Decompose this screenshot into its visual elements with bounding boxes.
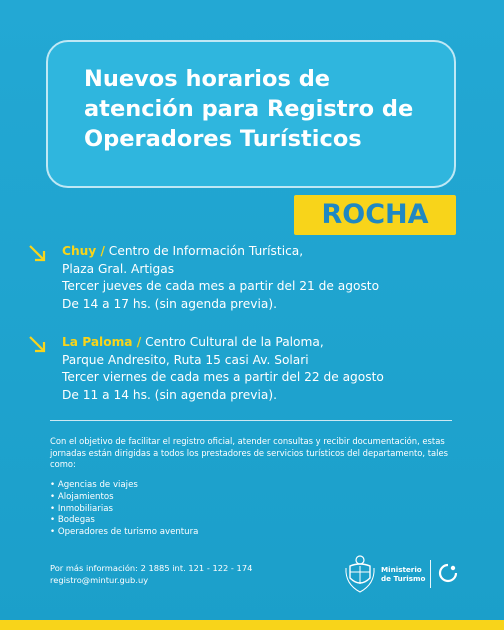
divider xyxy=(50,420,452,421)
location-line-1 xyxy=(62,334,484,352)
location-line-3: Tercer viernes de cada mes a partir del 22 de agosto xyxy=(62,370,384,384)
list-item: • Agencias de viajes xyxy=(50,480,198,492)
region-badge: ROCHA xyxy=(294,195,456,235)
ministry-name-line-1: Ministerio xyxy=(381,565,422,574)
contact-info xyxy=(50,562,252,586)
bottom-stripe xyxy=(0,620,504,630)
arrow-down-right-icon xyxy=(28,335,48,353)
location-line-4: De 14 a 17 hs. (sin agenda previa). xyxy=(62,296,277,311)
contact-phone: Por más información: 2 1885 int. 121 - 122 - 174 xyxy=(50,563,253,573)
intro-paragraph: Con el objetivo de facilitar el registro oficial, atender consultas y recibir documentación, estas jornadas están dirigidas a todos los prestadores de servicios turísticos del departamento, tales como: xyxy=(50,436,449,469)
location-line-2: Plaza Gral. Artigas xyxy=(62,261,175,276)
location-name: Chuy / xyxy=(62,244,105,258)
list-item: • Bodegas xyxy=(50,515,198,527)
page-title: Nuevos horarios de atención para Registro de Operadores Turísticos xyxy=(84,66,414,152)
contact-email[interactable]: registro@mintur.gub.uy xyxy=(50,575,149,585)
coat-of-arms-icon xyxy=(344,554,376,594)
location-line-1 xyxy=(62,243,484,261)
ministry-name xyxy=(381,565,425,583)
location-line-3: Tercer jueves de cada mes a partir del 21 de agosto xyxy=(62,279,380,293)
location-name: La Paloma / xyxy=(62,335,142,349)
location-venue: Centro Cultural de la Paloma, xyxy=(141,335,324,349)
ministry-logo xyxy=(344,554,464,596)
title-card xyxy=(46,40,456,188)
list-item: • Operadores de turismo aventura xyxy=(50,527,198,539)
logo-divider xyxy=(430,560,431,588)
location-line-2: Parque Andresito, Ruta 15 casi Av. Solari xyxy=(62,352,309,367)
location-line-4: De 11 a 14 hs. (sin agenda previa). xyxy=(62,387,277,402)
arrow-down-right-icon xyxy=(28,244,48,262)
location-la-paloma xyxy=(28,334,484,404)
location-chuy xyxy=(28,243,484,313)
list-item: • Inmobiliarias xyxy=(50,504,198,516)
services-list xyxy=(50,480,198,539)
ministry-name-line-2: de Turismo xyxy=(381,574,426,583)
list-item: • Alojamientos xyxy=(50,492,198,504)
sun-logo-icon xyxy=(437,562,459,584)
location-venue: Centro de Información Turística, xyxy=(104,244,304,258)
